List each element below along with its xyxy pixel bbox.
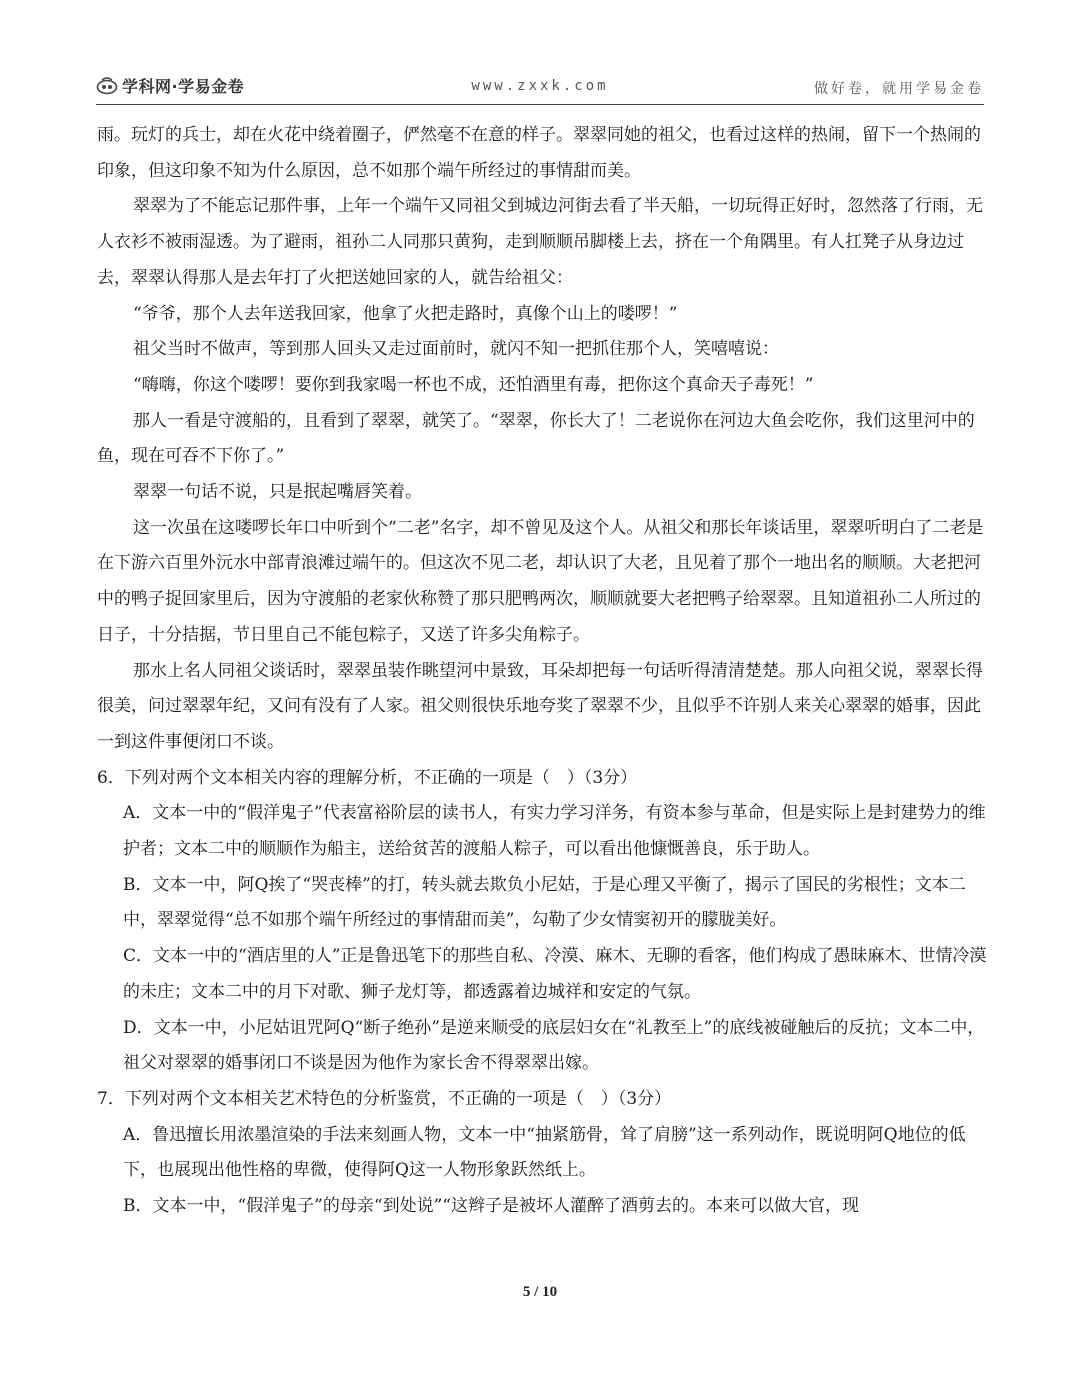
logo-text: 学科网·学易金卷 xyxy=(122,77,245,96)
site-url[interactable]: www.zxxk.com xyxy=(471,78,609,94)
passage-paragraph: 祖父当时不做声，等到那人回头又走过面前时，就闪不知一把抓住那个人，笑嘻嘻说： xyxy=(133,339,779,360)
passage-paragraph: “爷爷，那个人去年送我回家，他拿了火把走路时，真像个山上的喽啰！” xyxy=(133,303,678,324)
question-stem: 7．下列对两个文本相关艺术特色的分析鉴赏，不正确的一项是（ ）（3分） xyxy=(97,1088,672,1109)
question-stem: 6．下列对两个文本相关内容的理解分析，不正确的一项是（ ）（3分） xyxy=(97,767,638,788)
passage-paragraph: 翠翠一句话不说，只是抿起嘴唇笑着。 xyxy=(133,482,422,503)
answer-option[interactable]: B．文本一中，“假洋鬼子”的母亲“到处说”“这辫子是被坏人灌醉了酒剪去的。本来可以做大官，现 xyxy=(123,1196,859,1217)
passage-paragraph: 翠翠为了不能忘记那件事，上年一个端午又同祖父到城边河街去看了半天船，一切玩得正好时，忽然落了行雨，无人衣衫不被雨湿透。为了避雨，祖孙二人同那只黄狗，走到顺顺吊脚楼上去，挤在一个角隅里。有人扛凳子从身边过去，翠翠认得那人是去年打了火把送她回家的人，就告给祖父： xyxy=(97,196,983,288)
page-number: 5 / 10 xyxy=(522,1284,558,1300)
passage-paragraph: “嗨嗨，你这个喽啰！要你到我家喝一杯也不成，还怕酒里有毒，把你这个真命天子毒死！” xyxy=(133,374,814,395)
passage-paragraph: 这一次虽在这喽啰长年口中听到个“二老”名字，却不曾见及这个人。从祖父和那长年谈话里，翠翠听明白了二老是在下游六百里外沅水中部青浪滩过端午的。但这次不见二老，却认识了大老，且见着了那个一地出名的顺顺。大老把河中的鸭子捉回家里后，因为守渡船的老家伙称赞了那只肥鸭两次，顺顺就要大老把鸭子给翠翠。且知道祖孙二人所过的日子，十分拮据，节日里自己不能包粽子，又送了许多尖角粽子。 xyxy=(97,517,984,645)
answer-option[interactable]: D．文本一中，小尼姑诅咒阿Q“断子绝孙”是逆来顺受的底层妇女在“礼教至上”的底线被碰触后的反抗；文本二中，祖父对翠翠的婚事闭口不谈是因为他作为家长舍不得翠翠出嫁。 xyxy=(123,1017,985,1074)
passage-paragraph: 那水上名人同祖父谈话时，翠翠虽装作眺望河中景致，耳朵却把每一句话听得清清楚楚。那人向祖父说，翠翠长得很美，问过翠翠年纪，又问有没有了人家。祖父则很快乐地夸奖了翠翠不少，且似乎不许别人来关心翠翠的婚事，因此一到这件事便闭口不谈。 xyxy=(97,660,983,752)
answer-option[interactable]: A．鲁迅擅长用浓墨渲染的手法来刻画人物，文本一中“抽紧筋骨，耸了肩膀”这一系列动作，既说明阿Q地位的低下，也展现出他性格的卑微，使得阿Q这一人物形象跃然纸上。 xyxy=(123,1124,966,1181)
main-content xyxy=(97,118,992,1225)
passage-paragraph: 那人一看是守渡船的，且看到了翠翠，就笑了。“翠翠，你长大了！二老说你在河边大鱼会吃你，我们这里河中的鱼，现在可吞不下你了。” xyxy=(97,410,975,467)
answer-option[interactable]: C．文本一中的“酒店里的人”正是鲁迅笔下的那些自私、冷漠、麻木、无聊的看客，他们构成了愚昧麻木、世情冷漠的未庄；文本二中的月下对歌、狮子龙灯等，都透露着边城祥和安定的气氛。 xyxy=(123,946,987,1002)
answer-option[interactable]: A．文本一中的“假洋鬼子”代表富裕阶层的读书人，有实力学习洋务，有资本参与革命，但是实际上是封建势力的维护者；文本二中的顺顺作为船主，送给贫苦的渡船人粽子，可以看出他慷慨善良，乐于助人。 xyxy=(123,803,986,860)
header-divider xyxy=(96,104,984,105)
answer-option[interactable]: B．文本一中，阿Q挨了“哭丧棒”的打，转头就去欺负小尼姑，于是心理又平衡了，揭示了国民的劣根性；文本二中，翠翠觉得“总不如那个端午所经过的事情甜而美”，勾勒了少女情窦初开的朦胧美好。 xyxy=(123,874,966,931)
header-slogan: 做好卷，就用学易金卷 xyxy=(814,81,984,97)
passage-paragraph: 雨。玩灯的兵士，却在火花中绕着圈子，俨然毫不在意的样子。翠翠同她的祖父，也看过这样的热闹，留下一个热闹的印象，但这印象不知为什么原因，总不如那个端午所经过的事情甜而美。 xyxy=(97,125,981,181)
page-header xyxy=(96,74,984,102)
